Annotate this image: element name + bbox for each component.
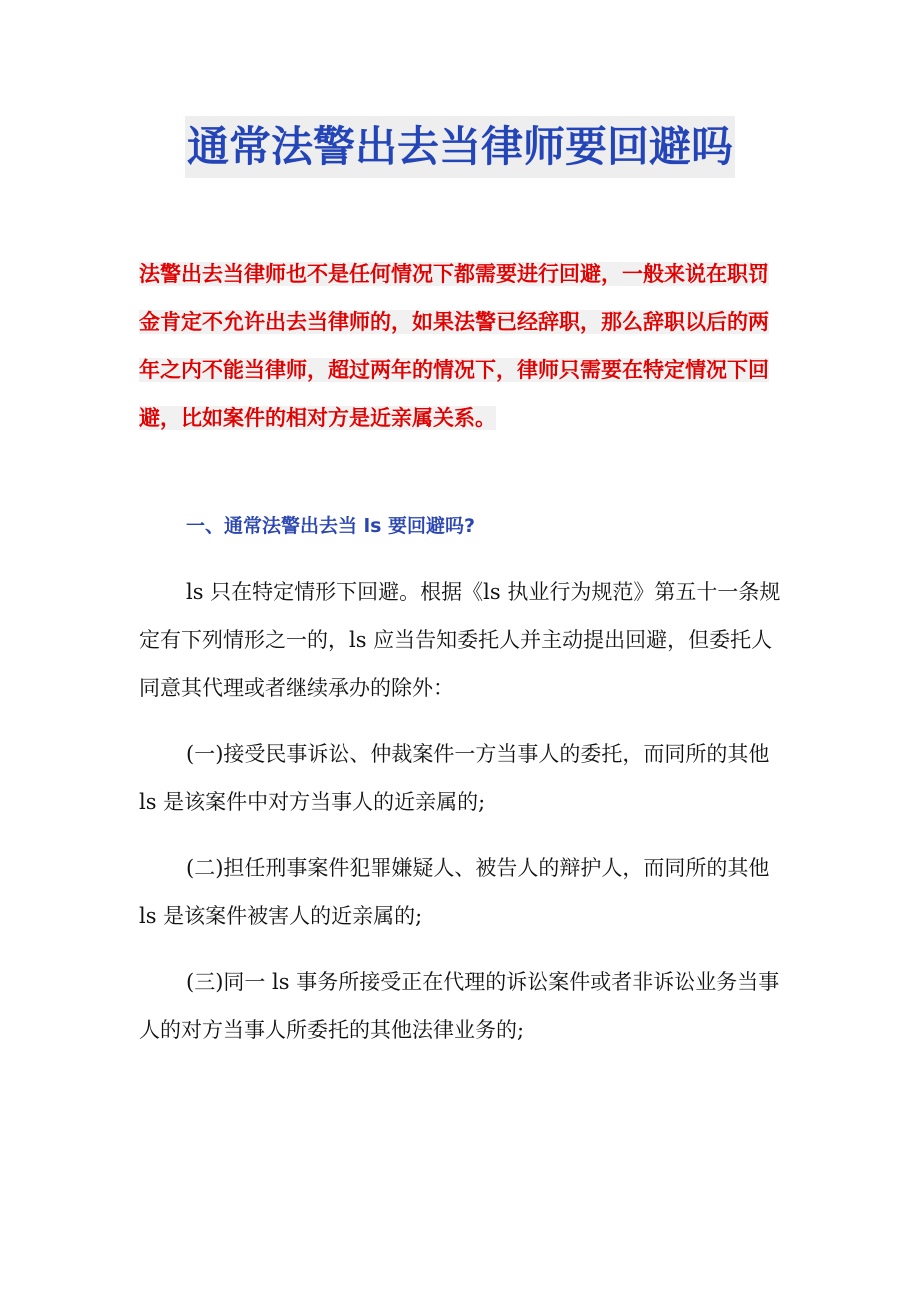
summary-paragraph (139, 250, 784, 442)
body-paragraph-4: (三)同一 ls 事务所接受正在代理的诉讼案件或者非诉讼业务当事人的对方当事人所委托的其他法律业务的; (139, 970, 780, 1042)
document-title: 通常法警出去当律师要回避吗 (185, 116, 735, 178)
section-heading: 一、通常法警出去当 ls 要回避吗? (186, 515, 476, 537)
title-container (0, 116, 920, 178)
body-paragraph-2: (一)接受民事诉讼、仲裁案件一方当事人的委托，而同所的其他 ls 是该案件中对方当事人的近亲属的; (139, 742, 770, 814)
body-paragraph-1: ls 只在特定情形下回避。根据《ls 执业行为规范》第五十一条规定有下列情形之一的，ls 应当告知委托人并主动提出回避，但委托人同意其代理或者继续承办的除外： (139, 580, 781, 700)
body-paragraph-3: (二)担任刑事案件犯罪嫌疑人、被告人的辩护人，而同所的其他 ls 是该案件被害人的近亲属的; (139, 856, 770, 928)
summary-text: 法警出去当律师也不是任何情况下都需要进行回避，一般来说在职罚金肯定不允许出去当律师的，如果法警已经辞职，那么辞职以后的两年之内不能当律师，超过两年的情况下，律师只需要在特定情况下回避，比如案件的相对方是近亲属关系。 (139, 262, 769, 430)
